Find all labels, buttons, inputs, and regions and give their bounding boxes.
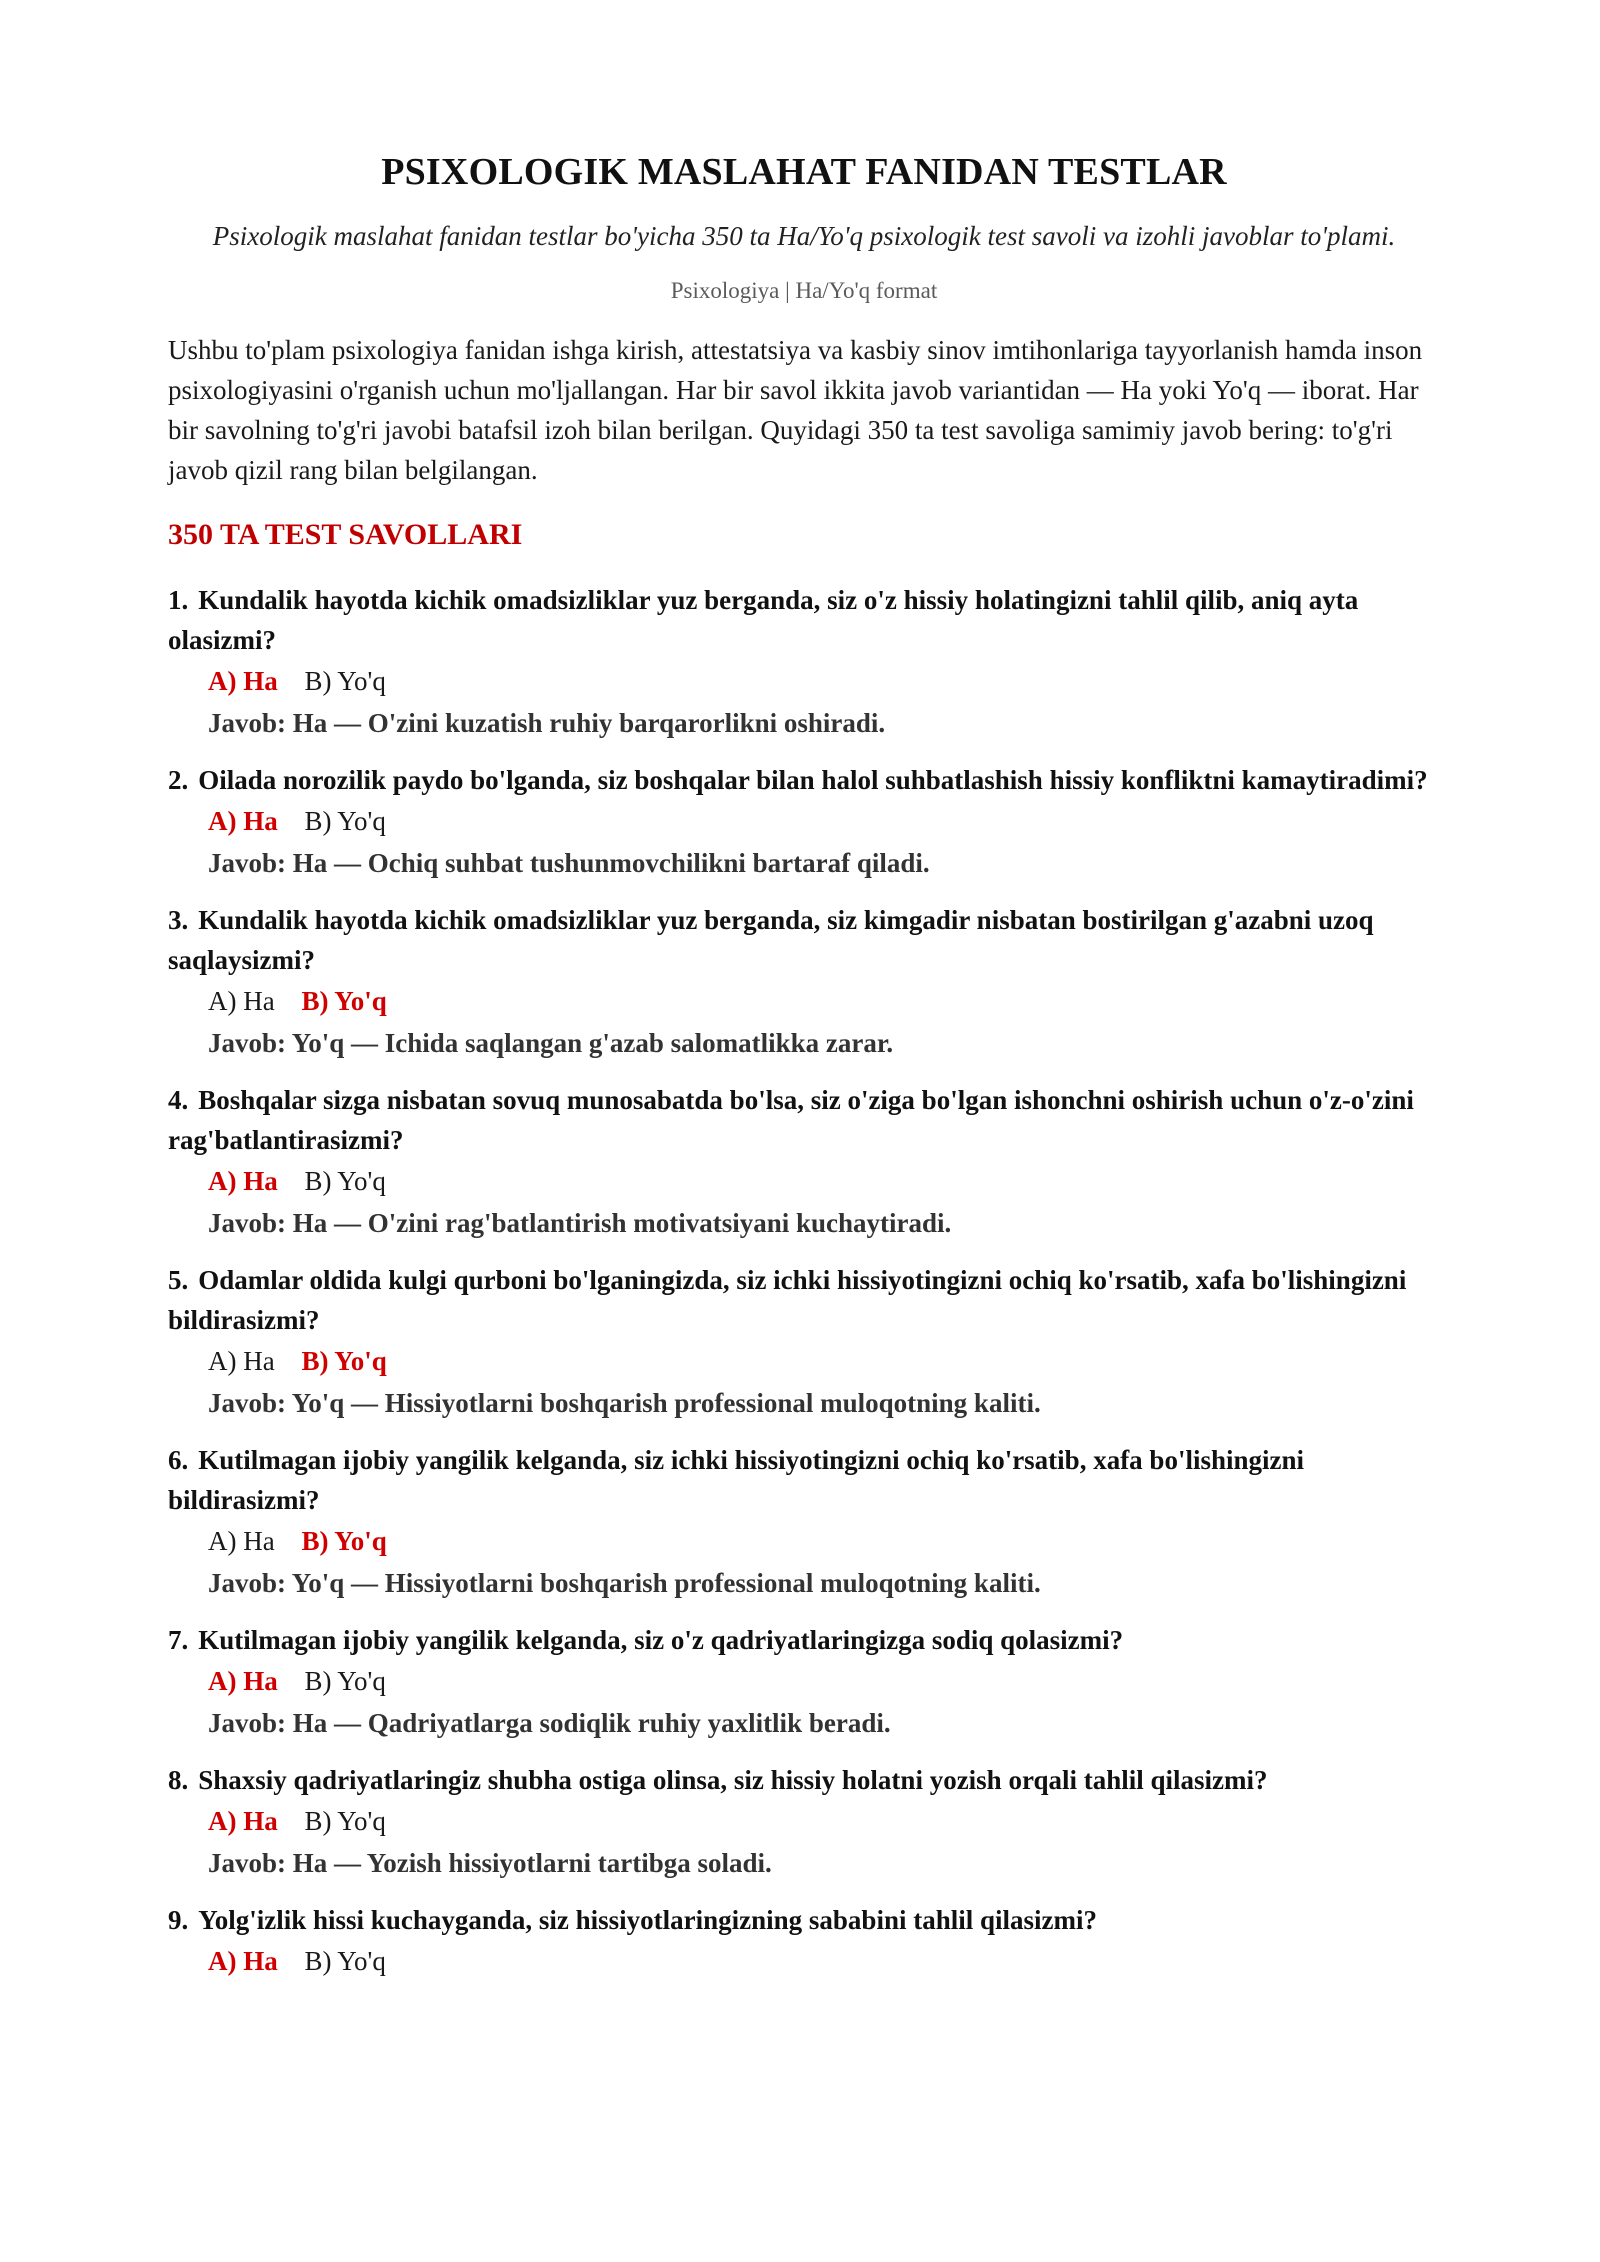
answer-explanation: Javob: Yo'q — Hissiyotlarni boshqarish professional muloqotning kaliti. <box>208 1388 1041 1418</box>
option-b: B) Yo'q <box>304 806 386 836</box>
answer-options <box>168 1340 1440 1382</box>
option-a: A) Ha <box>208 1526 275 1556</box>
question-text: Kutilmagan ijobiy yangilik kelganda, siz ichki hissiyotingizni ochiq ko'rsatib, xafa bo'lishingizni bildirasizmi? <box>168 1445 1304 1515</box>
question-number: 7. <box>168 1625 189 1655</box>
question-item <box>168 900 1440 1064</box>
question-text: Oilada norozilik paydo bo'lganda, siz boshqalar bilan halol suhbatlashish hissiy konfliktni kamaytiradimi? <box>198 765 1428 795</box>
option-a: A) Ha <box>208 666 278 696</box>
answer-explanation: Javob: Yo'q — Hissiyotlarni boshqarish professional muloqotning kaliti. <box>208 1568 1041 1598</box>
question-text: Kundalik hayotda kichik omadsizliklar yuz berganda, siz o'z hissiy holatingizni tahlil qilib, aniq ayta olasizmi? <box>168 585 1359 655</box>
option-a: A) Ha <box>208 1166 278 1196</box>
answer-options <box>168 1160 1440 1202</box>
option-b: B) Yo'q <box>301 1526 387 1556</box>
question-number: 8. <box>168 1765 189 1795</box>
option-b: B) Yo'q <box>304 666 386 696</box>
option-a: A) Ha <box>208 1806 278 1836</box>
answer-explanation: Javob: Ha — Yozish hissiyotlarni tartibga soladi. <box>208 1848 772 1878</box>
question-text: Yolg'izlik hissi kuchayganda, siz hissiyotlaringizning sababini tahlil qilasizmi? <box>198 1905 1097 1935</box>
question-number: 5. <box>168 1265 189 1295</box>
question-item <box>168 1760 1440 1884</box>
question-item <box>168 1260 1440 1424</box>
answer-options <box>168 1520 1440 1562</box>
document-title: PSIXOLOGIK MASLAHAT FANIDAN TESTLAR <box>381 151 1227 193</box>
question-list <box>168 580 1440 1982</box>
option-b: B) Yo'q <box>301 1346 387 1376</box>
document-subtitle: Psixologik maslahat fanidan testlar bo'yicha 350 ta Ha/Yo'q psixologik test savoli va izohli javoblar to'plami. <box>212 221 1396 251</box>
option-a: A) Ha <box>208 806 278 836</box>
question-text: Kundalik hayotda kichik omadsizliklar yuz berganda, siz kimgadir nisbatan bostirilgan g'azabni uzoq saqlaysizmi? <box>168 905 1374 975</box>
question-number: 3. <box>168 905 189 935</box>
option-a: A) Ha <box>208 1666 278 1696</box>
option-a: A) Ha <box>208 986 275 1016</box>
answer-options <box>168 1800 1440 1842</box>
option-b: B) Yo'q <box>301 986 387 1016</box>
question-number: 6. <box>168 1445 189 1475</box>
document-intro: Ushbu to'plam psixologiya fanidan ishga kirish, attestatsiya va kasbiy sinov imtihonlariga tayyorlanish hamda inson psixologiyasini o'rganish uchun mo'ljallangan. Har bir savol ikkita javob variantidan — Ha yoki Yo'q — iborat. Har bir savolning to'g'ri javobi batafsil izoh bilan berilgan. Quyidagi 350 ta test savoliga samimiy javob bering: to'g'ri javob qizil rang bilan belgilangan. <box>168 335 1423 485</box>
document-meta: Psixologiya | Ha/Yo'q format <box>670 278 938 303</box>
question-item <box>168 1900 1440 1982</box>
answer-explanation: Javob: Ha — Qadriyatlarga sodiqlik ruhiy yaxlitlik beradi. <box>208 1708 891 1738</box>
question-item <box>168 580 1440 744</box>
option-a: A) Ha <box>208 1346 275 1376</box>
question-text: Odamlar oldida kulgi qurboni bo'lganingizda, siz ichki hissiyotingizni ochiq ko'rsatib, xafa bo'lishingizni bildirasizmi? <box>168 1265 1407 1335</box>
question-text: Boshqalar sizga nisbatan sovuq munosabatda bo'lsa, siz o'ziga bo'lgan ishonchni oshirish uchun o'z-o'zini rag'batlantirasizmi? <box>168 1085 1414 1155</box>
question-number: 2. <box>168 765 189 795</box>
section-heading: 350 TA TEST SAVOLLARI <box>168 518 523 551</box>
answer-explanation: Javob: Ha — Ochiq suhbat tushunmovchilikni bartaraf qiladi. <box>208 848 930 878</box>
answer-explanation: Javob: Ha — O'zini kuzatish ruhiy barqarorlikni oshiradi. <box>208 708 886 738</box>
answer-options <box>168 800 1440 842</box>
question-text: Kutilmagan ijobiy yangilik kelganda, siz o'z qadriyatlaringizga sodiq qolasizmi? <box>198 1625 1124 1655</box>
question-text: Shaxsiy qadriyatlaringiz shubha ostiga olinsa, siz hissiy holatni yozish orqali tahlil qilasizmi? <box>198 1765 1268 1795</box>
question-item <box>168 760 1440 884</box>
question-number: 9. <box>168 1905 189 1935</box>
option-b: B) Yo'q <box>304 1806 386 1836</box>
question-item <box>168 1440 1440 1604</box>
answer-options <box>168 980 1440 1022</box>
question-number: 4. <box>168 1085 189 1115</box>
question-number: 1. <box>168 585 189 615</box>
answer-explanation: Javob: Ha — O'zini rag'batlantirish motivatsiyani kuchaytiradi. <box>208 1208 952 1238</box>
answer-options <box>168 1660 1440 1702</box>
answer-options <box>168 660 1440 702</box>
option-a: A) Ha <box>208 1946 278 1976</box>
answer-explanation: Javob: Yo'q — Ichida saqlangan g'azab salomatlikka zarar. <box>208 1028 894 1058</box>
answer-options <box>168 1940 1440 1982</box>
question-item <box>168 1620 1440 1744</box>
option-b: B) Yo'q <box>304 1166 386 1196</box>
option-b: B) Yo'q <box>304 1666 386 1696</box>
option-b: B) Yo'q <box>304 1946 386 1976</box>
question-item <box>168 1080 1440 1244</box>
